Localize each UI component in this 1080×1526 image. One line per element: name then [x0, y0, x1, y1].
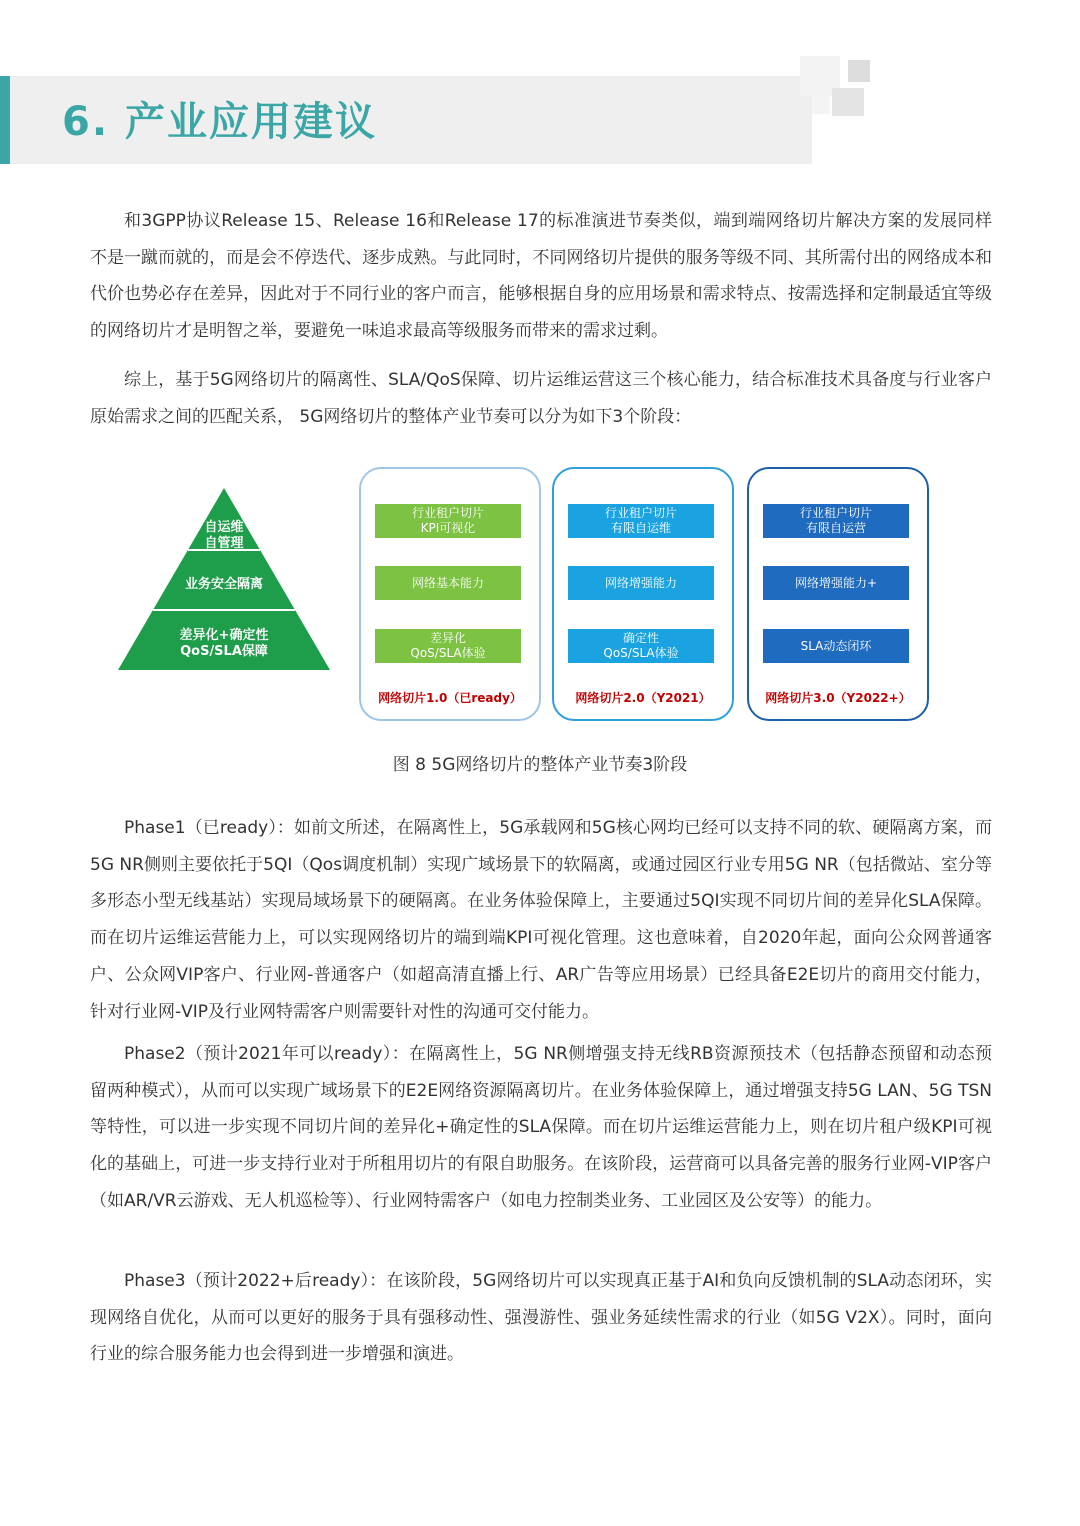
stage-3-label: 网络切片3.0（Y2022+）	[765, 691, 911, 705]
pyramid-level-middle: 业务安全隔离	[184, 577, 263, 592]
decor-square	[812, 96, 830, 114]
stage-1-box: 差异化 QoS/SLA体验	[375, 629, 521, 663]
phase1-paragraph: Phase1（已ready）：如前文所述，在隔离性上，5G承载网和5G核心网均已经可以支持不同的软、硬隔离方案，而5G NR侧则主要依托于5QI（Qos调度机制）实现广域场景下的软隔离，或通过园区行业专用5G NR（包括微站、室分等多形态小型无线基站）实现局域场景下的硬隔离。在业务体验保障上，主要通过5QI实现不同切片间的差异化SLA保障。而在切片运维运营能力上，可以实现网络切片的端到端KPI可视化管理。这也意味着，自2020年起，面向公众网普通客户、公众网VIP客户、行业网-普通客户（如超高清直播上行、AR广告等应用场景）已经具备E2E切片的商用交付能力，针对行业网-VIP及行业网特需客户则需要针对性的沟通可交付能力。	[90, 818, 992, 1022]
stage-2-label: 网络切片2.0（Y2021）	[575, 691, 711, 705]
header-accent-bar	[0, 76, 10, 164]
stage-2-box: 确定性 QoS/SLA体验	[568, 629, 714, 663]
figure-caption: 图 8 5G网络切片的整体产业节奏3阶段	[392, 755, 688, 775]
page-title: 6. 产业应用建议	[62, 99, 377, 145]
intro-paragraph: 综上，基于5G网络切片的隔离性、SLA/QoS保障、切片运维运营这三个核心能力，结合标准技术具备度与行业客户原始需求之间的匹配关系， 5G网络切片的整体产业节奏可以分为如下3个阶段：	[90, 370, 992, 427]
stage-1-box: 行业租户切片 KPI可视化	[375, 504, 521, 538]
stage-2-box: 行业租户切片 有限自运维	[568, 504, 714, 538]
stage-3-box: 网络增强能力+	[763, 566, 909, 600]
decor-square	[848, 60, 870, 82]
stage-card-2	[552, 467, 734, 721]
phase3-paragraph: Phase3（预计2022+后ready）：在该阶段，5G网络切片可以实现真正基于AI和负向反馈机制的SLA动态闭环，实现网络自优化，从而可以更好的服务于具有强移动性、强漫游性、强业务延续性需求的行业（如5G V2X）。同时，面向行业的综合服务能力也会得到进一步增强和演进。	[90, 1271, 992, 1365]
stage-2-box: 网络增强能力	[568, 566, 714, 600]
stage-1-label: 网络切片1.0（已ready）	[378, 691, 522, 705]
stage-card-1	[359, 467, 541, 721]
stage-3-box: 行业租户切片 有限自运营	[763, 504, 909, 538]
pyramid-level-bottom: 差异化+确定性 QoS/SLA保障	[179, 628, 269, 659]
stage-card-3	[747, 467, 929, 721]
decor-square	[832, 88, 864, 116]
stage-1-box: 网络基本能力	[375, 566, 521, 600]
pyramid-level-top: 自运维 自管理	[204, 520, 244, 551]
phase2-paragraph: Phase2（预计2021年可以ready）：在隔离性上，5G NR侧增强支持无线RB资源预技术（包括静态预留和动态预留两种模式），从而可以实现广域场景下的E2E网络资源隔离切片。在业务体验保障上，通过增强支持5G LAN、5G TSN等特性，可以进一步实现不同切片间的差异化+确定性的SLA保障。而在切片运维运营能力上，则在切片租户级KPI可视化的基础上，可进一步支持行业对于所租用切片的有限自助服务。在该阶段，运营商可以具备完善的服务行业网-VIP客户（如AR/VR云游戏、无人机巡检等）、行业网特需客户（如电力控制类业务、工业园区及公安等）的能力。	[90, 1044, 992, 1211]
stage-3-box: SLA动态闭环	[763, 629, 909, 663]
intro-paragraph: 和3GPP协议Release 15、Release 16和Release 17的标准演进节奏类似，端到端网络切片解决方案的发展同样不是一蹴而就的，而是会不停迭代、逐步成熟。与此同时，不同网络切片提供的服务等级不同、其所需付出的网络成本和代价也势必存在差异，因此对于不同行业的客户而言，能够根据自身的应用场景和需求特点、按需选择和定制最适宜等级的网络切片才是明智之举，要避免一味追求最高等级服务而带来的需求过剩。	[90, 211, 992, 342]
